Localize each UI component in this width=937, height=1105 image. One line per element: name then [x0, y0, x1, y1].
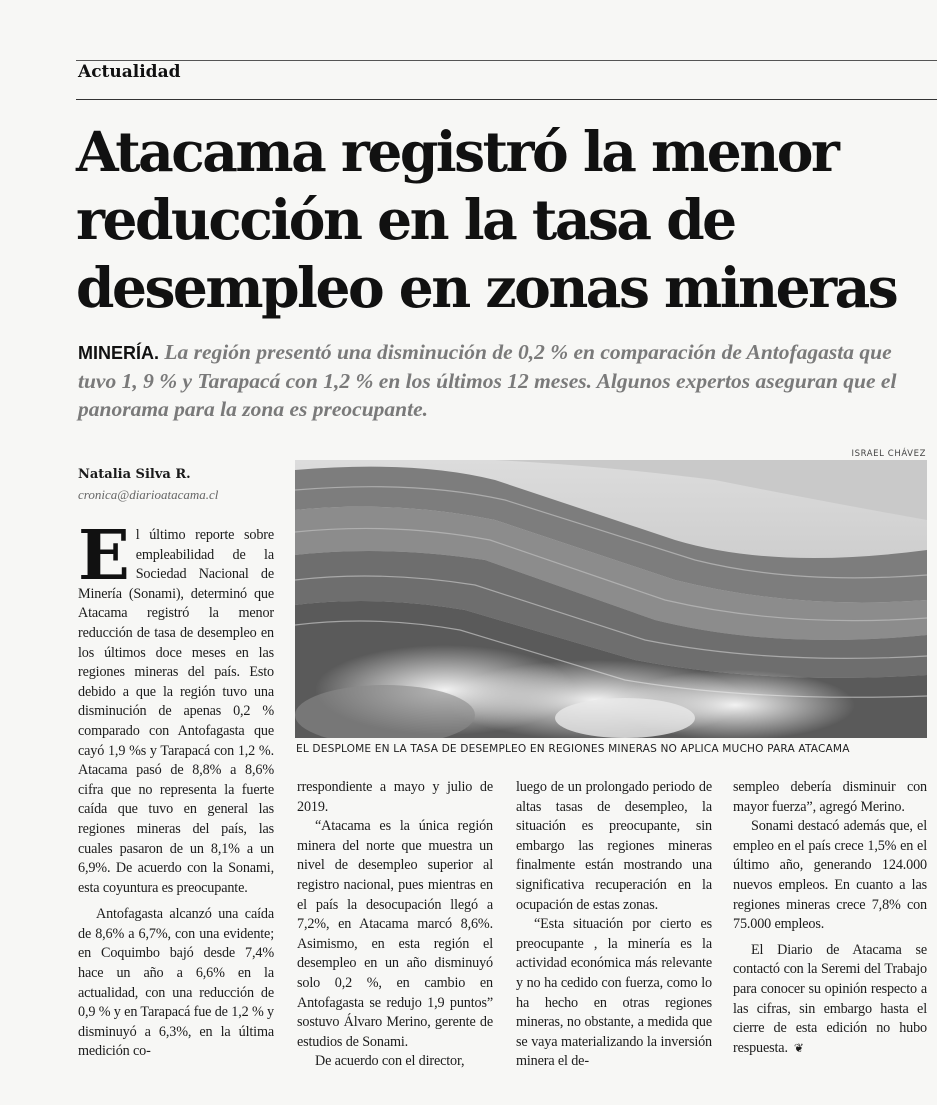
mine-photo: [295, 460, 927, 738]
paragraph: [78, 516, 274, 898]
drop-cap: E: [78, 516, 130, 596]
paragraph: Antofagasta alcanzó una caída de 8,6% a 6,7%, con una evidente; en Coquimbo bajó desde 7,4% hace un año a 6,6% en la actualidad, con una reducción de 0,9 % y en Tarapacá fue de 1,2 % y disminuyó a 6,3%, en la última medición co-: [78, 906, 274, 1060]
headline: [76, 118, 931, 322]
byline-name: Natalia Silva R.: [78, 467, 191, 482]
article-column-4: [733, 778, 927, 1058]
top-rule: [76, 60, 937, 61]
paragraph: luego de un prolongado periodo de altas tasas de desempleo, la situación es preocupante, sin embargo las regiones mineras finalmente están mostrando una significativa recuperación en la ocupación de estas zonas.: [516, 779, 712, 913]
article-column-1: [78, 516, 274, 1062]
paragraph: “Atacama es la única región minera del norte que muestra un nivel de desempleo superior al registro nacional, pues mientras en el país la desocupación llegó a 7,2%, en Atacama marcó 8,6%. Asimismo, en esta región el desempleo en un año disminuyó solo 0,2 %, en cambio en Antofagasta se redujo 1,9 puntos” sostuvo Álvaro Merino, gerente de estudios de Sonami.: [297, 818, 493, 1050]
paragraph: “Esta situación por cierto es preocupante , la minería es la actividad económica más relevante y no ha cedido con fuerza, como lo ha hecho en otras regiones mineras, no obstante, a medida que se vaya materializando la inversión minera el de-: [516, 916, 712, 1070]
deck-text: La región presentó una disminución de 0,2 % en comparación de Antofagasta que tuvo 1, 9 % y Tarapacá con 1,2 % en los últimos 12 meses. Algunos expertos aseguran que el panorama para la zona es preocupante.: [78, 340, 897, 421]
paragraph: [733, 941, 927, 1059]
headline-line-3: desempleo en zonas mineras: [76, 255, 897, 320]
paragraph: sempleo debería disminuir con mayor fuerza”, agregó Merino.: [733, 779, 927, 815]
section-label: Actualidad: [78, 62, 181, 82]
photo-credit: ISRAEL CHÁVEZ: [851, 449, 926, 459]
paragraph: De acuerdo con el director,: [315, 1053, 465, 1070]
headline-line-2: reducción en la tasa de: [76, 187, 735, 252]
paragraph-text: El Diario de Atacama se contactó con la Seremi del Trabajo para conocer su opinión respecto a las cifras, sin embargo hasta el cierre de esta edición no hubo respuesta.: [733, 941, 927, 1056]
article-column-2: [297, 778, 493, 1072]
article-column-3: [516, 778, 712, 1072]
paragraph: rrespondiente a mayo y julio de 2019.: [297, 779, 493, 815]
photo-caption: EL DESPLOME EN LA TASA DE DESEMPLEO EN REGIONES MINERAS NO APLICA MUCHO PARA ATACAMA: [296, 743, 850, 755]
section-rule: [76, 99, 937, 100]
paragraph-text: l último reporte sobre empleabilidad de la Sociedad Nacional de Minería (Sonami), determinó que Atacama registró la menor reducción de tasa de desempleo en los últimos doce meses en las regiones mineras del país. Esto debido a que la región tuvo una disminución de apenas 0,2 % comparado con Antofagasta que cayó 1,9 %s y Tarapacá con 1,2 %. Atacama pasó de 8,8% a 8,6% cifra que no representa la fuerte caída que tuvo en general las regiones mineras del país, las cuales pasaron de un 8,1% a un 6,9%. De acuerdo con la Sonami, esta coyuntura es preocupante.: [78, 527, 274, 896]
end-mark-icon: ❦: [793, 1040, 804, 1055]
open-pit-mine-image: [295, 460, 927, 738]
byline-email: cronica@diarioatacama.cl: [78, 487, 219, 502]
deck-kicker: MINERÍA.: [78, 343, 159, 363]
deck: [78, 338, 933, 423]
paragraph: Sonami destacó además que, el empleo en el país crece 1,5% en el último año, generando 124.000 nuevos empleos. En cuanto a las regiones mineras crece 7,8% con 75.000 empleos.: [733, 818, 927, 933]
headline-line-1: Atacama registró la menor: [76, 119, 838, 184]
